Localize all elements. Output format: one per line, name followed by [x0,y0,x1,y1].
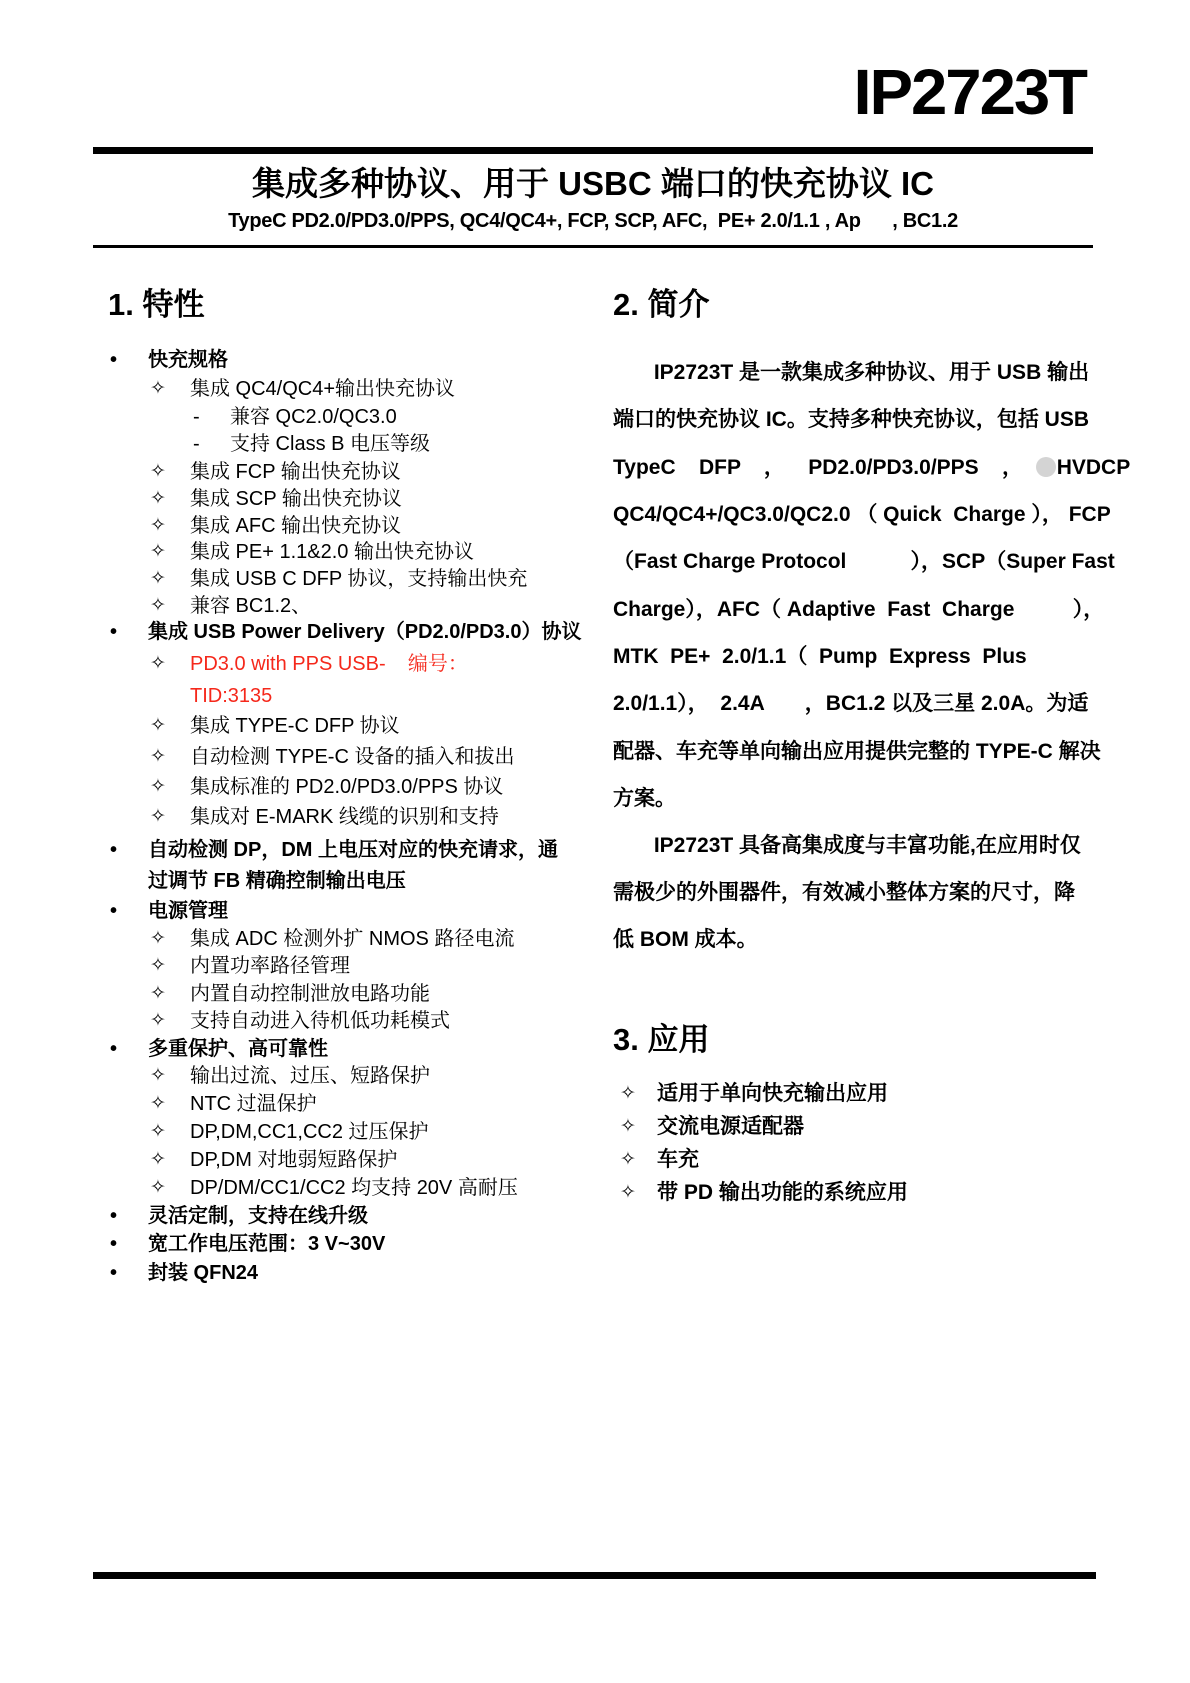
diamond-icon: ✧ [150,488,166,509]
diamond-icon: ✧ [150,595,166,616]
diamond-icon: ✧ [150,983,166,1004]
feature-item-text: 支持自动进入待机低功耗模式 [190,1010,450,1032]
application-item-text: 交流电源适配器 [657,1115,804,1138]
diamond-icon: ✧ [620,1182,636,1203]
diamond-icon: ✧ [150,515,166,536]
diamond-icon: ✧ [150,746,166,767]
section-number: 3. [613,1022,639,1057]
feature-item-text: 灵活定制，支持在线升级 [148,1205,368,1227]
feature-item-text: 集成标准的 PD2.0/PD3.0/PPS 协议 [190,776,504,798]
feature-item-text: DP,DM,CC1,CC2 过压保护 [190,1121,429,1143]
diamond-icon: ✧ [150,378,166,399]
bullet-icon: • [110,900,118,922]
feature-item-text: 兼容 QC2.0/QC3.0 [230,406,397,428]
document-subtitle: TypeC PD2.0/PD3.0/PPS, QC4/QC4+, FCP, SCP, AFC, PE+ 2.0/1.1 , Ap , BC1.2 [228,210,958,232]
diamond-icon: ✧ [620,1149,636,1170]
feature-item-text: 封装 QFN24 [148,1262,259,1284]
diamond-icon: ✧ [150,1121,166,1142]
diamond-icon: ✧ [150,461,166,482]
diamond-icon: ✧ [150,541,166,562]
diamond-icon: ✧ [150,568,166,589]
diamond-icon: ✧ [150,806,166,827]
paragraph-line: QC4/QC4+/QC3.0/QC2.0 （ Quick Charge ）， FCP [613,503,1111,526]
header-rule-thick [93,147,1093,154]
feature-item-text: 集成 QC4/QC4+输出快充协议 [190,378,456,400]
feature-item-text: 集成 USB C DFP 协议，支持输出快充 [190,568,528,590]
diamond-icon: ✧ [150,715,166,736]
paragraph-line: 低 BOM 成本。 [613,928,758,951]
diamond-icon: ✧ [150,1177,166,1198]
feature-item-text: 集成 USB Power Delivery（PD2.0/PD3.0）协议 [148,621,582,643]
bullet-icon: • [110,349,118,371]
feature-item-text: 自动检测 DP，DM 上电压对应的快充请求，通 [148,839,558,861]
application-item-text: 带 PD 输出功能的系统应用 [657,1181,908,1204]
paragraph-line: IP2723T 具备高集成度与丰富功能,在应用时仅 [613,834,1081,857]
product-name: IP2723T [853,56,1086,128]
feature-item-text: 集成 SCP 输出快充协议 [190,488,402,510]
feature-item-text: DP,DM 对地弱短路保护 [190,1149,398,1171]
feature-item-text: 集成 PE+ 1.1&2.0 输出快充协议 [190,541,474,563]
section-number: 1. [108,287,134,322]
paragraph-line: TypeC DFP ， PD2.0/PD3.0/PPS ， HVDCP [613,456,1131,479]
section-title: 特性 [142,287,205,322]
section-title: 简介 [647,287,710,322]
diamond-icon: ✧ [620,1116,636,1137]
section-heading-intro [613,287,709,323]
feature-item-text: 快充规格 [148,349,228,371]
paragraph-line: 2.0/1.1）， 2.4A ，BC1.2 以及三星 2.0A。为适 [613,692,1089,715]
paragraph-line: IP2723T 是一款集成多种协议、用于 USB 输出 [613,361,1090,384]
paragraph-line: Charge），AFC（ Adaptive Fast Charge ）， [613,598,1105,621]
section-title: 应用 [647,1022,710,1057]
feature-item-text: 集成 TYPE-C DFP 协议 [190,715,400,737]
section-heading-applications [613,1022,709,1058]
feature-item-text: 内置自动控制泄放电路功能 [190,983,430,1005]
paragraph-line: 端口的快充协议 IC。支持多种快充协议，包括 USB [613,408,1090,431]
dash-icon: - [193,433,200,455]
section-number: 2. [613,287,639,322]
document-title: 集成多种协议、用于 USBC 端口的快充协议 IC [251,165,934,202]
footer-rule [93,1572,1096,1579]
diamond-icon: ✧ [150,1010,166,1031]
application-item-text: 适用于单向快充输出应用 [657,1082,888,1105]
feature-item-text: PD3.0 with PPS USB- 编号： [190,653,468,675]
dash-icon: - [193,406,200,428]
feature-item-text: DP/DM/CC1/CC2 均支持 20V 高耐压 [190,1177,518,1199]
diamond-icon: ✧ [150,928,166,949]
feature-item-text: 集成 FCP 输出快充协议 [190,461,401,483]
diamond-icon: ✧ [150,1149,166,1170]
application-item-text: 车充 [657,1148,699,1171]
diamond-icon: ✧ [150,776,166,797]
bullet-icon: • [110,1233,118,1255]
feature-item-text: 多重保护、高可靠性 [148,1038,328,1060]
paragraph-line: （Fast Charge Protocol ），SCP（Super Fast [613,550,1115,573]
feature-item-text: 兼容 BC1.2、 [190,595,312,617]
header-rule-thin [93,245,1093,248]
diamond-icon: ✧ [150,1093,166,1114]
feature-item-text: 集成对 E-MARK 线缆的识别和支持 [190,806,499,828]
bullet-icon: • [110,1038,118,1060]
diamond-icon: ✧ [150,955,166,976]
feature-item-text: NTC 过温保护 [190,1093,317,1115]
paragraph-line: 配器、车充等单向输出应用提供完整的 TYPE-C 解决 [613,740,1101,763]
bullet-icon: • [110,1205,118,1227]
feature-item-text: 内置功率路径管理 [190,955,350,977]
feature-item-text: 支持 Class B 电压等级 [230,433,431,455]
paragraph-line: 方案。 [613,787,676,810]
bullet-icon: • [110,839,118,861]
feature-item-text: TID:3135 [190,685,273,707]
feature-item-text: 电源管理 [148,900,228,922]
redaction-dot-icon [1036,457,1056,477]
paragraph-line: MTK PE+ 2.0/1.1（ Pump Express Plus [613,645,1027,668]
bullet-icon: • [110,1262,118,1284]
paragraph-line: 需极少的外围器件，有效减小整体方案的尺寸，降 [613,881,1075,904]
feature-item-text: 宽工作电压范围：3 V~30V [148,1233,386,1255]
feature-item-text: 过调节 FB 精确控制输出电压 [148,870,406,892]
diamond-icon: ✧ [620,1083,636,1104]
feature-item-text: 集成 AFC 输出快充协议 [190,515,402,537]
bullet-icon: • [110,621,118,643]
section-heading-features [108,287,204,323]
diamond-icon: ✧ [150,653,166,674]
diamond-icon: ✧ [150,1065,166,1086]
feature-item-text: 输出过流、过压、短路保护 [190,1065,430,1087]
feature-item-text: 集成 ADC 检测外扩 NMOS 路径电流 [190,928,515,950]
feature-item-text: 自动检测 TYPE-C 设备的插入和拔出 [190,746,515,768]
